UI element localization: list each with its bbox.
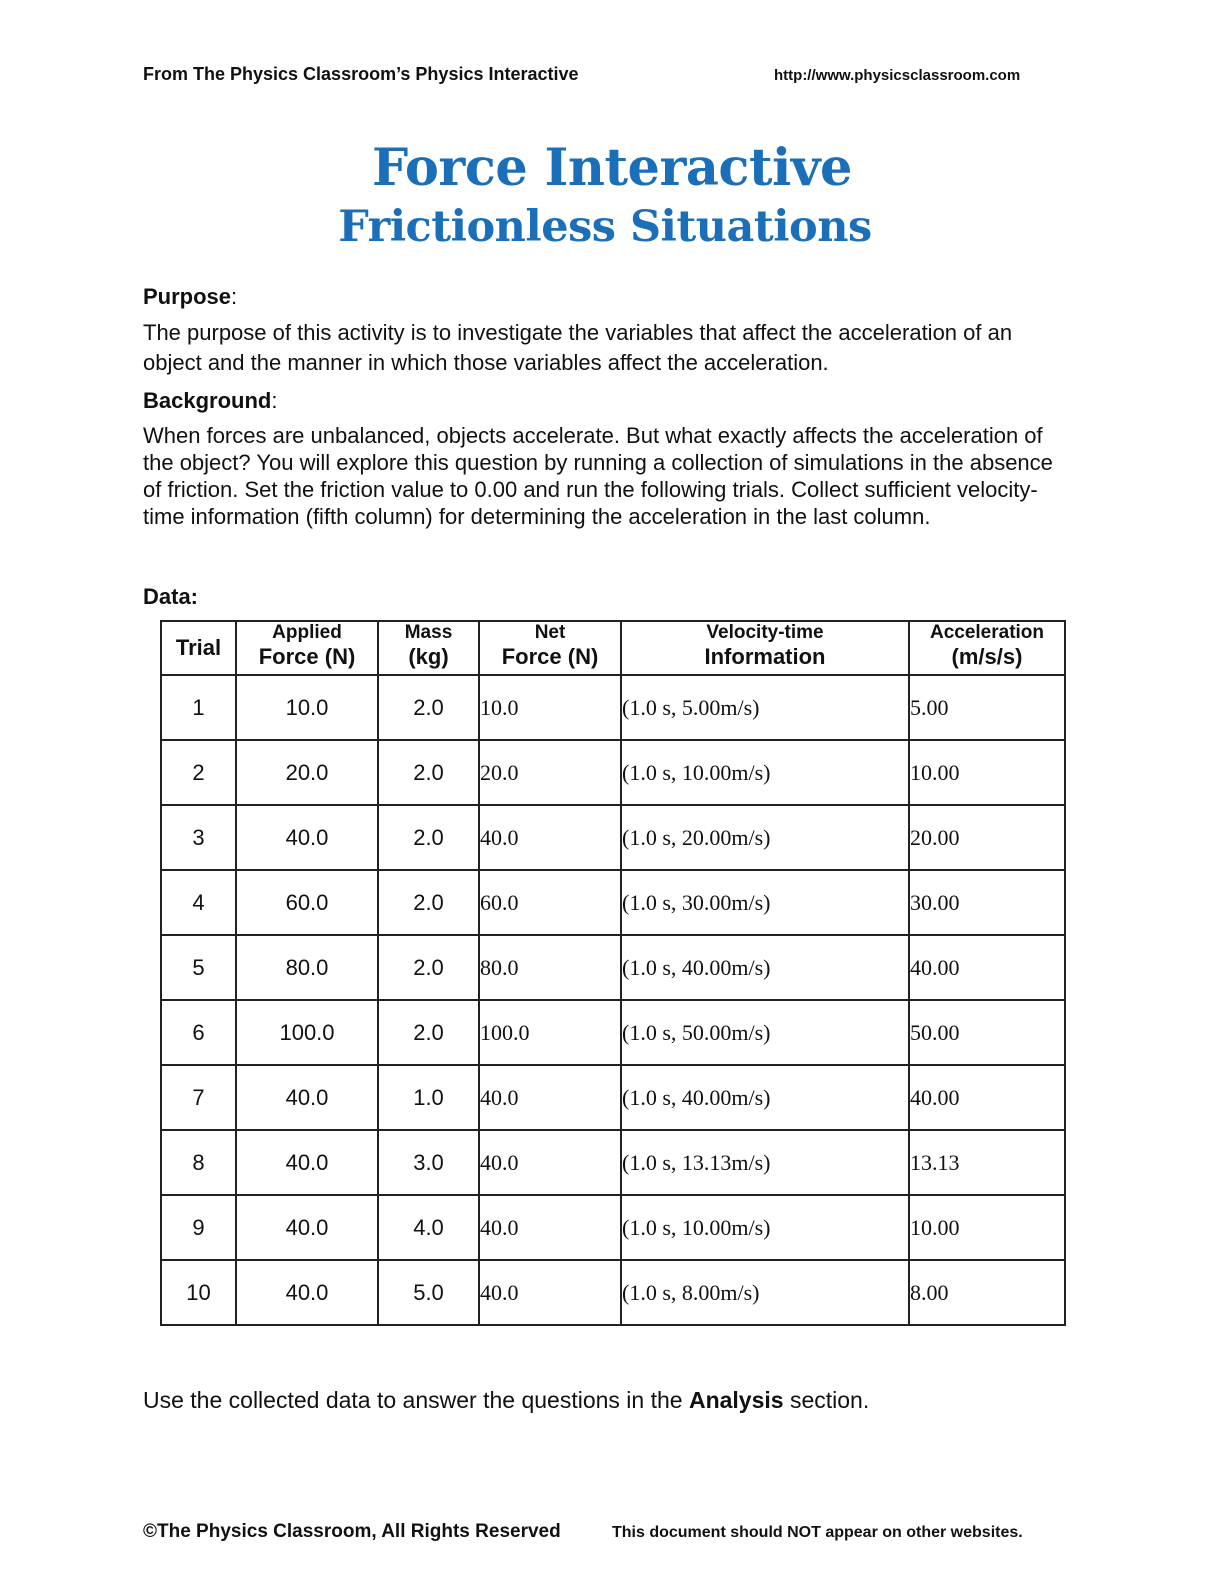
header-net-force: [479, 621, 621, 675]
cell-acceleration: 50.00: [909, 1000, 1065, 1065]
purpose-heading-colon: :: [231, 284, 238, 309]
background-text: When forces are unbalanced, objects accelerate. But what exactly affects the acceleration of the object? You will explore this question by running a collection of simulations in the absence of friction. Set the friction value to 0.00 and run the following trials. Collect sufficient velocity-time information (fifth column) for determining the acceleration in the last column.: [143, 423, 1053, 529]
background-heading: [143, 388, 277, 414]
table-row: [161, 1065, 1065, 1130]
cell-applied-force: 40.0: [236, 1260, 378, 1325]
cell-net-force: 100.0: [479, 1000, 621, 1065]
cell-applied-force: 40.0: [236, 805, 378, 870]
footer-notice: This document should NOT appear on other websites.: [612, 1524, 1023, 1541]
table-row: [161, 805, 1065, 870]
cell-trial: 9: [161, 1195, 236, 1260]
cell-trial: 1: [161, 675, 236, 740]
page-title: Force Interactive: [372, 138, 852, 198]
cell-net-force: 20.0: [479, 740, 621, 805]
cell-applied-force: 100.0: [236, 1000, 378, 1065]
cell-velocity-time: (1.0 s, 13.13m/s): [621, 1130, 909, 1195]
table-row: [161, 935, 1065, 1000]
cell-trial: 6: [161, 1000, 236, 1065]
analysis-instruction: [143, 1387, 869, 1414]
cell-velocity-time: (1.0 s, 40.00m/s): [621, 1065, 909, 1130]
header-acceleration: [909, 621, 1065, 675]
header-vt-bottom: Information: [704, 644, 826, 669]
header-vt-top: Velocity-time: [706, 622, 824, 643]
cell-acceleration: 40.00: [909, 935, 1065, 1000]
header-mass: [378, 621, 479, 675]
header-accel-top: Acceleration: [929, 622, 1045, 643]
cell-velocity-time: (1.0 s, 8.00m/s): [621, 1260, 909, 1325]
cell-net-force: 40.0: [479, 1130, 621, 1195]
cell-mass: 2.0: [378, 935, 479, 1000]
cell-acceleration: 8.00: [909, 1260, 1065, 1325]
table-row: [161, 1000, 1065, 1065]
cell-net-force: 40.0: [479, 1195, 621, 1260]
cell-trial: 7: [161, 1065, 236, 1130]
cell-acceleration: 5.00: [909, 675, 1065, 740]
purpose-text: The purpose of this activity is to investigate the variables that affect the acceleration of an object and the manner in which those variables affect the acceleration.: [143, 320, 1013, 375]
purpose-heading: [143, 284, 237, 310]
cell-trial: 5: [161, 935, 236, 1000]
cell-mass: 3.0: [378, 1130, 479, 1195]
cell-net-force: 10.0: [479, 675, 621, 740]
table-row: [161, 740, 1065, 805]
table-row: [161, 1195, 1065, 1260]
header-net-bottom: Force (N): [501, 644, 599, 669]
header-trial-label: Trial: [175, 635, 222, 660]
header-source: From The Physics Classroom’s Physics Interactive: [143, 64, 579, 84]
cell-applied-force: 80.0: [236, 935, 378, 1000]
cell-net-force: 40.0: [479, 1260, 621, 1325]
cell-acceleration: 10.00: [909, 1195, 1065, 1260]
cell-mass: 2.0: [378, 1000, 479, 1065]
cell-velocity-time: (1.0 s, 50.00m/s): [621, 1000, 909, 1065]
header-applied-force: [236, 621, 378, 675]
cell-acceleration: 20.00: [909, 805, 1065, 870]
cell-acceleration: 40.00: [909, 1065, 1065, 1130]
analysis-text-after: section.: [783, 1387, 870, 1413]
header-mass-top: Mass: [404, 622, 453, 643]
cell-trial: 2: [161, 740, 236, 805]
data-table: [160, 620, 1066, 1326]
cell-velocity-time: (1.0 s, 30.00m/s): [621, 870, 909, 935]
cell-applied-force: 20.0: [236, 740, 378, 805]
cell-applied-force: 10.0: [236, 675, 378, 740]
background-heading-colon: :: [271, 388, 278, 413]
cell-velocity-time: (1.0 s, 20.00m/s): [621, 805, 909, 870]
header-velocity-time: [621, 621, 909, 675]
cell-velocity-time: (1.0 s, 40.00m/s): [621, 935, 909, 1000]
header-accel-bottom: (m/s/s): [951, 644, 1023, 669]
table-row: [161, 1130, 1065, 1195]
data-heading: Data:: [143, 584, 199, 609]
table-body: [161, 675, 1065, 1325]
cell-acceleration: 13.13: [909, 1130, 1065, 1195]
header-url: http://www.physicsclassroom.com: [774, 67, 1021, 84]
table-row: [161, 870, 1065, 935]
cell-trial: 8: [161, 1130, 236, 1195]
cell-net-force: 60.0: [479, 870, 621, 935]
cell-trial: 4: [161, 870, 236, 935]
header-applied-bottom: Force (N): [258, 644, 356, 669]
cell-acceleration: 30.00: [909, 870, 1065, 935]
cell-mass: 2.0: [378, 675, 479, 740]
analysis-text-before: Use the collected data to answer the questions in the: [143, 1387, 689, 1413]
header-mass-bottom: (kg): [408, 644, 449, 669]
purpose-heading-label: Purpose: [143, 284, 232, 309]
header-net-top: Net: [534, 622, 566, 643]
header-applied-top: Applied: [272, 622, 342, 643]
cell-velocity-time: (1.0 s, 10.00m/s): [621, 740, 909, 805]
cell-trial: 10: [161, 1260, 236, 1325]
header-trial: [161, 621, 236, 675]
cell-applied-force: 60.0: [236, 870, 378, 935]
cell-trial: 3: [161, 805, 236, 870]
footer-copyright: ©The Physics Classroom, All Rights Reserved: [143, 1521, 561, 1542]
cell-mass: 1.0: [378, 1065, 479, 1130]
analysis-keyword: Analysis: [688, 1387, 784, 1413]
cell-net-force: 40.0: [479, 805, 621, 870]
page-subtitle: Frictionless Situations: [338, 202, 872, 252]
cell-mass: 2.0: [378, 870, 479, 935]
cell-net-force: 40.0: [479, 1065, 621, 1130]
table-row: [161, 1260, 1065, 1325]
table-header-row: [161, 621, 1065, 675]
cell-velocity-time: (1.0 s, 5.00m/s): [621, 675, 909, 740]
cell-applied-force: 40.0: [236, 1130, 378, 1195]
cell-mass: 5.0: [378, 1260, 479, 1325]
cell-mass: 4.0: [378, 1195, 479, 1260]
cell-mass: 2.0: [378, 740, 479, 805]
cell-velocity-time: (1.0 s, 10.00m/s): [621, 1195, 909, 1260]
cell-applied-force: 40.0: [236, 1195, 378, 1260]
cell-acceleration: 10.00: [909, 740, 1065, 805]
cell-applied-force: 40.0: [236, 1065, 378, 1130]
cell-mass: 2.0: [378, 805, 479, 870]
table-row: [161, 675, 1065, 740]
background-heading-label: Background: [143, 388, 272, 413]
cell-net-force: 80.0: [479, 935, 621, 1000]
